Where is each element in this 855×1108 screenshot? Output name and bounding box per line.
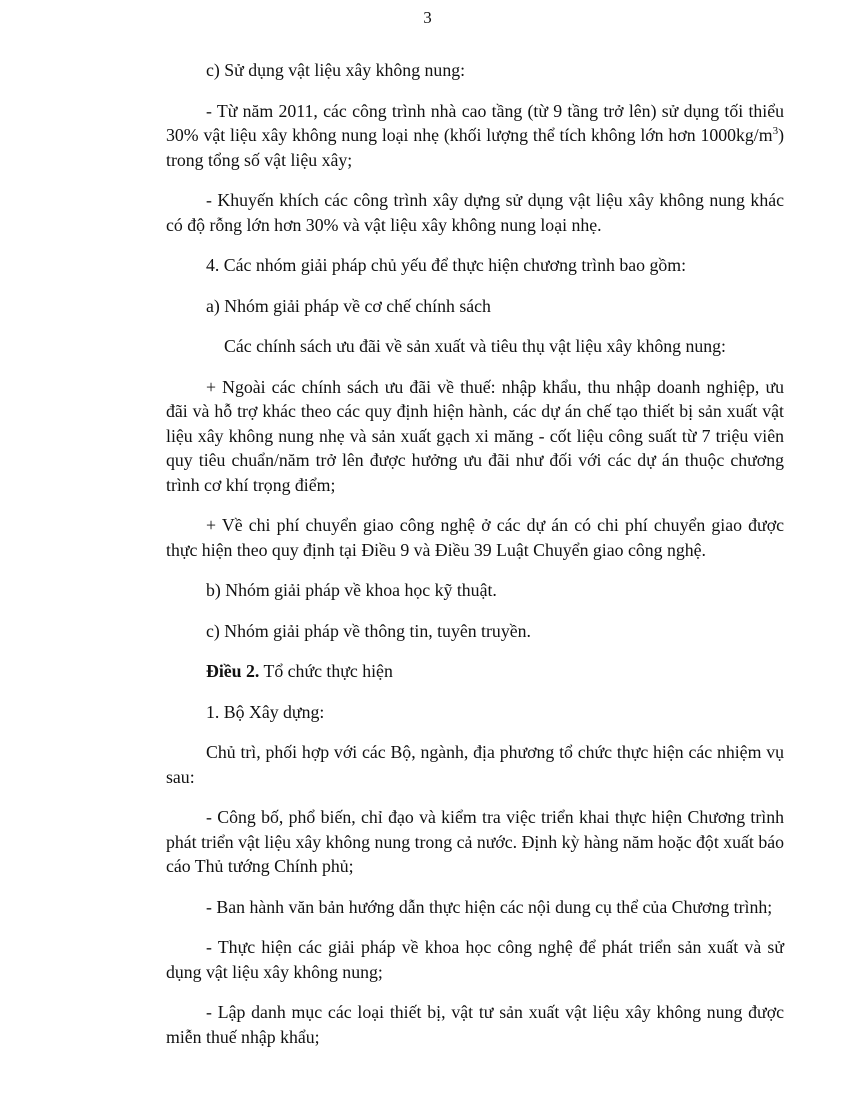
- paragraph: - Ban hành văn bản hướng dẫn thực hiện các nội dung cụ thể của Chương trình;: [206, 896, 773, 917]
- paragraph: + Ngoài các chính sách ưu đãi về thuế: nhập khẩu, thu nhập doanh nghiệp, ưu đãi và hỗ trợ khác theo các quy định hiện hành, các dự án chế tạo thiết bị sản xuất vật liệu xây không nung nhẹ và sản xuất gạch xi măng - cốt liệu công suất từ 7 triệu viên quy tiêu chuẩn/năm trở lên được hưởng ưu đãi như đối với các dự án thuộc chương trình cơ khí trọng điểm;: [166, 376, 784, 495]
- paragraph: [166, 99, 784, 173]
- paragraph: - Thực hiện các giải pháp về khoa học công nghệ để phát triển sản xuất và sử dụng vật liệu xây không nung;: [166, 937, 784, 982]
- page-number: 3: [423, 8, 432, 27]
- paragraph: - Công bố, phổ biến, chỉ đạo và kiểm tra việc triển khai thực hiện Chương trình phát triển vật liệu xây không nung trong cả nước. Định kỳ hàng năm hoặc đột xuất báo cáo Thủ tướng Chính phủ;: [166, 807, 784, 876]
- paragraph: 4. Các nhóm giải pháp chủ yếu để thực hiện chương trình bao gồm:: [206, 255, 687, 275]
- paragraph: Chủ trì, phối hợp với các Bộ, ngành, địa phương tổ chức thực hiện các nhiệm vụ sau:: [166, 742, 784, 787]
- paragraph: b) Nhóm giải pháp về khoa học kỹ thuật.: [206, 580, 497, 600]
- superscript: 3: [772, 125, 779, 138]
- paragraph: c) Nhóm giải pháp về thông tin, tuyên truyền.: [206, 620, 531, 641]
- paragraph: + Về chi phí chuyển giao công nghệ ở các dự án có chi phí chuyển giao được thực hiện theo quy định tại Điều 9 và Điều 39 Luật Chuyển giao công nghệ.: [166, 515, 784, 560]
- paragraph-text: ) trong tổng số vật liệu xây;: [166, 125, 784, 170]
- article-heading: [166, 659, 784, 684]
- paragraph: - Lập danh mục các loại thiết bị, vật tư sản xuất vật liệu xây không nung được miễn thuế nhập khẩu;: [166, 1002, 784, 1047]
- paragraph: a) Nhóm giải pháp về cơ chế chính sách: [206, 295, 491, 316]
- paragraph-text: - Từ năm 2011, các công trình nhà cao tầng (từ 9 tầng trở lên) sử dụng tối thiểu 30% vật liệu xây không nung loại nhẹ (khối lượng thể tích không lớn hơn 1000kg/m: [166, 100, 784, 145]
- paragraph-heading-c: c) Sử dụng vật liệu xây không nung:: [206, 60, 466, 80]
- article-title: Tổ chức thực hiện: [259, 661, 393, 681]
- document-body: [166, 58, 784, 1065]
- article-label: Điều 2.: [206, 661, 260, 681]
- paragraph: - Khuyến khích các công trình xây dựng sử dụng vật liệu xây không nung khác có độ rỗng lớn hơn 30% và vật liệu xây không nung loại nhẹ.: [166, 190, 784, 235]
- paragraph: 1. Bộ Xây dựng:: [206, 701, 325, 722]
- paragraph: Các chính sách ưu đãi về sản xuất và tiêu thụ vật liệu xây không nung:: [224, 336, 726, 356]
